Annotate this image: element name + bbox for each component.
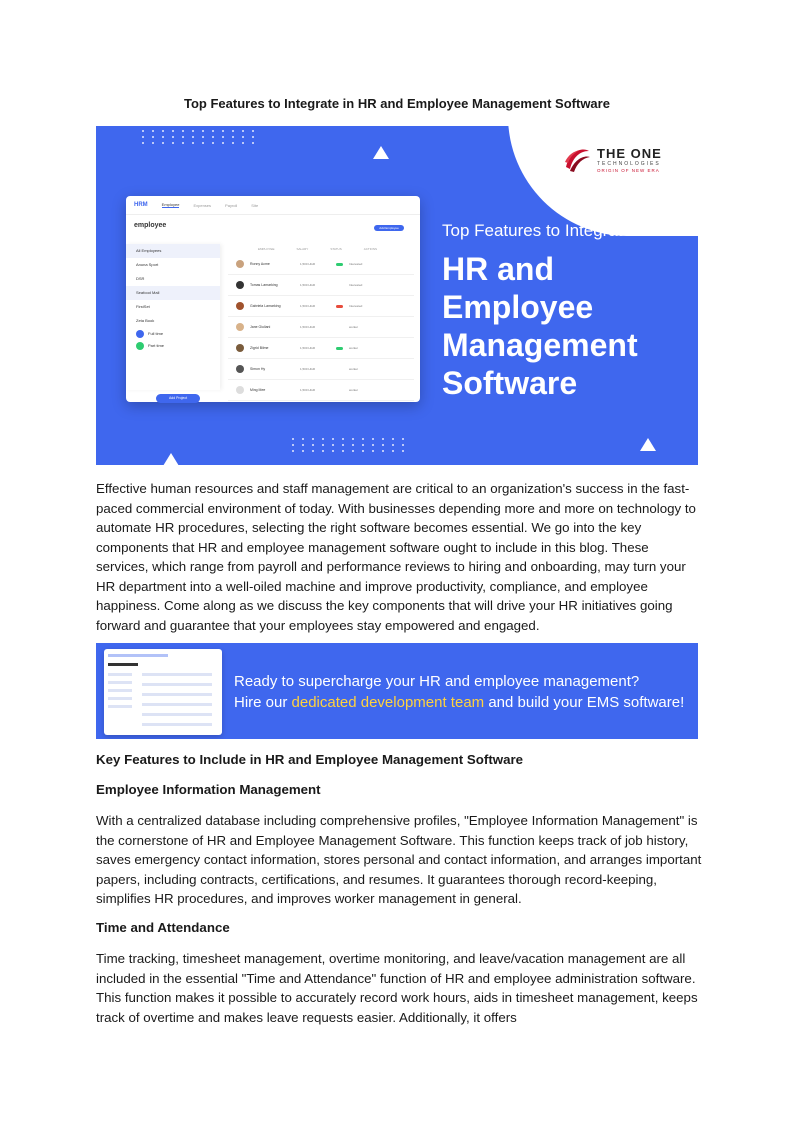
mockup-cell-salary: 1,500 HGR <box>300 283 316 287</box>
hero-headline-line: Employee <box>442 289 594 325</box>
logo-swirl-icon <box>562 145 592 175</box>
mockup-sidebar <box>126 244 220 390</box>
mockup-cell-salary: 1,500 HGR <box>300 367 316 371</box>
mockup-cell-status: worker <box>349 346 359 350</box>
hero-headline-line: HR and <box>442 251 554 287</box>
mockup-sidebar-item: FirstSet <box>136 304 150 309</box>
mockup-table-row <box>228 380 414 401</box>
mockup-cell-name: Tomas Lamarking <box>250 283 278 287</box>
mockup-cell-salary: 1,500 HGR <box>300 325 316 329</box>
banner-app-mockup <box>104 649 222 735</box>
mockup-nav <box>126 196 420 215</box>
time-attendance-heading: Time and Attendance <box>96 920 230 935</box>
hero-headline <box>442 250 638 402</box>
triangle-shape <box>640 438 656 451</box>
dot-pattern <box>292 438 408 452</box>
mockup-nav-item: Payroll <box>225 202 238 208</box>
banner-line-2-suffix: and build your EMS software! <box>484 694 685 711</box>
document-title: Top Features to Integrate in HR and Employee Management Software <box>184 96 610 111</box>
hero-subheadline: Top Features to Integrate in <box>442 221 650 240</box>
eim-heading: Employee Information Management <box>96 782 321 797</box>
mockup-cell-name: Gabriela Lamarking <box>250 304 281 308</box>
company-logo <box>562 138 692 182</box>
mockup-table-row <box>228 254 414 275</box>
mockup-cell-salary: 1,500 HGR <box>300 262 316 266</box>
mockup-cell-salary: 1,500 HGR <box>300 346 316 350</box>
mockup-sidebar-item: All Employees <box>126 244 220 258</box>
mockup-nav-item: Expenses <box>193 202 212 208</box>
mockup-cell-status: worker <box>349 325 359 329</box>
mockup-sidebar-item: Zeta Book <box>136 318 155 323</box>
mockup-pill-label: Part time <box>148 343 165 348</box>
mockup-pill <box>126 328 220 340</box>
dedicated-team-link[interactable]: dedicated development team <box>291 694 485 711</box>
banner-text <box>234 671 684 713</box>
hrm-app-mockup <box>126 196 420 402</box>
mockup-table-row <box>228 275 414 296</box>
mockup-table <box>228 244 414 401</box>
hero-banner-image <box>96 126 698 465</box>
mockup-cell-status: Interested <box>349 304 363 308</box>
banner-line-2 <box>234 692 684 713</box>
mockup-pill-label: Full time <box>148 331 164 336</box>
mockup-nav-item: Employee <box>161 202 180 207</box>
mockup-sidebar-item: Seafood Mall <box>126 286 220 300</box>
mockup-brand: HRM <box>134 202 148 208</box>
triangle-shape <box>163 453 179 465</box>
mockup-cell-name: Ming Mee <box>250 388 266 392</box>
time-attendance-paragraph: Time tracking, timesheet management, overtime monitoring, and leave/vacation management are all included in the essential "Time and Attendance" function of HR and employee administration software. This function makes it possible to accurately record work hours, aids in timesheet management, keeps track of overtime and makes leave requests easier. Additionally, it offers <box>96 951 698 1025</box>
mockup-cell-status: Interested <box>349 283 363 287</box>
mockup-action-button: Add Employee <box>374 225 404 231</box>
mockup-cell-salary: 1,500 HGR <box>300 388 316 392</box>
mockup-sidebar-item: Anuna Sport <box>136 262 159 267</box>
triangle-shape <box>373 146 389 159</box>
mockup-sidebar-item: DSR <box>136 276 145 281</box>
mockup-cell-status: Interested <box>349 262 363 266</box>
eim-paragraph: With a centralized database including comprehensive profiles, "Employee Information Management" is the cornerstone of HR and Employee Management Software. This function keeps track of job history, saves emergency contact information, stores personal and contact information, and arranges important papers, including contracts, certifications, and resumes. It guarantees thorough record-keeping, simplifies HR procedures, and improves worker management in general. <box>96 813 702 906</box>
key-features-heading: Key Features to Include in HR and Employee Management Software <box>96 752 524 767</box>
hero-headline-line: Management <box>442 327 638 363</box>
mockup-pill <box>126 340 220 352</box>
mockup-table-row <box>228 296 414 317</box>
mockup-add-button: Add Project <box>156 394 200 403</box>
mockup-table-row <box>228 317 414 338</box>
logo-tagline: ORIGIN OF NEW ERA <box>597 167 660 173</box>
hero-headline-line: Software <box>442 365 578 401</box>
mockup-cell-name: Zigrid Bilme <box>250 346 269 350</box>
mockup-table-row <box>228 359 414 380</box>
mockup-cell-name: Simon Hy <box>250 367 266 371</box>
mockup-column-header: EMPLOYEE <box>258 247 275 251</box>
dot-pattern <box>142 130 258 144</box>
banner-line-1: Ready to supercharge your HR and employee management? <box>234 673 640 690</box>
logo-name: THE ONE <box>597 145 662 161</box>
intro-paragraph: Effective human resources and staff management are critical to an organization's success in the fast-paced commercial environment of today. With businesses depending more and more on technology to automate HR procedures, selecting the right software becomes essential. We go into the key components that HR and employee management software ought to include in this blog. These services, which range from payroll and performance reviews to hiring and onboarding, may turn your HR department into a well-oiled machine and improve productivity, compliance, and employee happiness. Come along as we discuss the key components that will drive your HR initiatives going forward and guarantee that your employees stay empowered and engaged. <box>96 481 696 633</box>
mockup-table-header <box>228 244 414 254</box>
mockup-cell-salary: 1,500 HGR <box>300 304 316 308</box>
mockup-cell-status: worker <box>349 388 359 392</box>
mockup-page-title: employee <box>134 222 167 229</box>
mockup-column-header: STATUS <box>330 247 342 251</box>
mockup-table-row <box>228 338 414 359</box>
cta-banner[interactable] <box>96 643 698 739</box>
mockup-cell-status: worker <box>349 367 359 371</box>
mockup-column-header: ACTIONS <box>363 247 378 251</box>
banner-line-2-prefix: Hire our <box>234 694 292 711</box>
mockup-nav-item: Site <box>251 202 259 208</box>
logo-subtitle: TECHNOLOGIES <box>597 160 661 167</box>
mockup-cell-name: Ronny Acme <box>250 262 270 266</box>
mockup-column-header: SALARY <box>296 247 309 251</box>
mockup-cell-name: Jane Giuliani <box>250 325 271 329</box>
